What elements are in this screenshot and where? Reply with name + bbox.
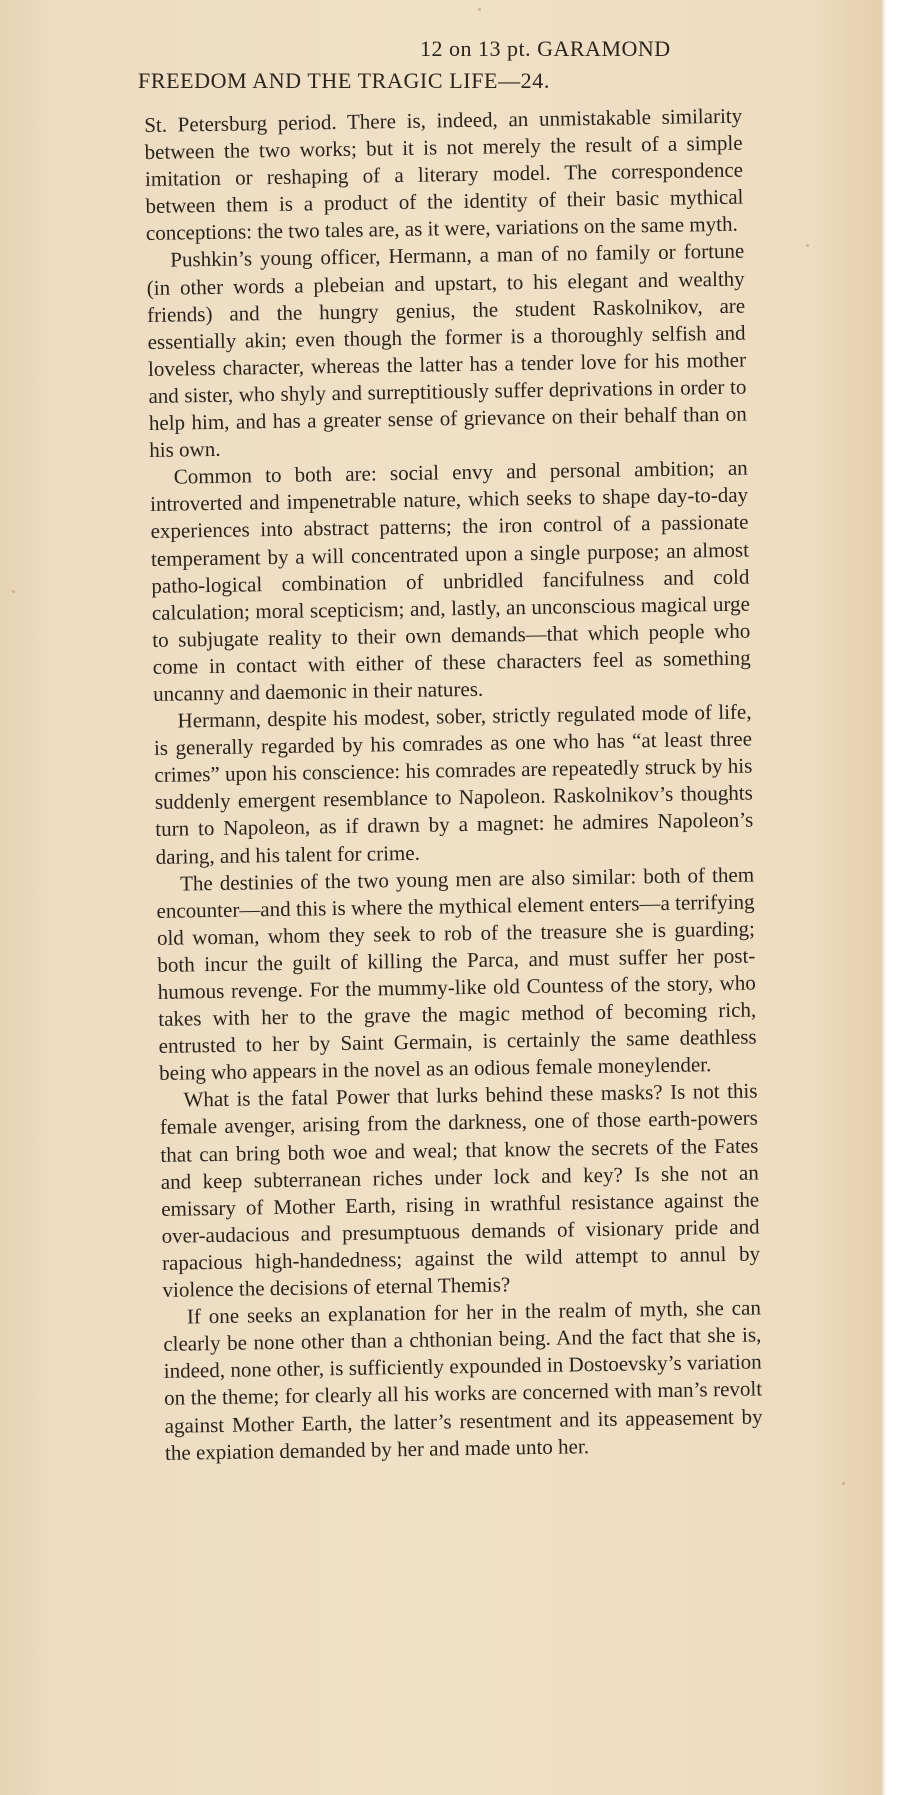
- running-head: FREEDOM AND THE TRAGIC LIFE—24.: [138, 68, 550, 93]
- typesetting-note: 12 on 13 pt. GARAMOND: [420, 36, 671, 61]
- paragraph-5: The destinies of the two young men are also similar: both of them encounter—and this is where the mythical element enters—a terrifying old woman, whom they seek to rob of the treasure she is guarding; both incur the guilt of killing the Parca, and must suffer her post-humous revenge. For the mummy-like old Countess of the story, who takes with her to the grave the magic method of becoming rich, entrusted to her by Saint Germain, is certainly the same deathless being who appears in the novel as an odious female moneylender.: [156, 862, 757, 1086]
- paper-speck: [842, 1482, 845, 1485]
- paragraph-1: St. Petersburg period. There is, indeed, an unmistakable similarity between the two works; but it is not merely the result of a simple imitation or reshaping of a literary model. The correspondence between them is a product of the identity of their basic mythical conceptions: the two tales are, as it were, variations on the same myth.: [144, 103, 744, 246]
- paragraph-3: Common to both are: social envy and personal ambition; an introverted and impenetrable nature, which seeks to shape day-to-day experiences into abstract patterns; the iron control of a passionate temperament by a will concentrated upon a single purpose; an almost patho-logical combination of unbridled fancifulness and cold calculation; moral scepticism; and, lastly, an unconscious magical urge to subjugate reality to their own demands—that which people who come in contact with either of these characters feel as something uncanny and daemonic in their natures.: [149, 455, 751, 706]
- paper-speck: [12, 590, 15, 593]
- paragraph-4: Hermann, despite his modest, sober, strictly regulated mode of life, is generally regarded by his comrades as one who has “at least three crimes” upon his conscience: his comrades are repeatedly struck by his suddenly emergent resemblance to Napoleon. Raskolnikov’s thoughts turn to Napoleon, as if drawn by a magnet: he admires Napoleon’s daring, and his talent for crime.: [153, 699, 754, 869]
- body-text: [144, 103, 763, 1467]
- paper-speck: [806, 244, 809, 247]
- paper-speck: [478, 8, 481, 11]
- paragraph-6: What is the fatal Power that lurks behind these masks? Is not this female avenger, arising from the darkness, one of those earth-powers that can bring both woe and weal; that know the secrets of the Fates and keep subterranean riches under lock and key? Is she not an emissary of Mother Earth, rising in wrathful resistance against the over-audacious and presumptuous demands of visionary pride and rapacious high-handedness; against the wild attempt to annul by violence the decisions of eternal Themis?: [159, 1078, 761, 1302]
- paragraph-7: If one seeks an explanation for her in the realm of myth, she can clearly be none other than a chthonian being. And the fact that she is, indeed, none other, is sufficiently expounded in Dostoevsky’s variation on the theme; for clearly all his works are concerned with man’s revolt against Mother Earth, the latter’s resentment and its appeasement by the expiation demanded by her and made unto her.: [163, 1295, 763, 1465]
- paragraph-2: Pushkin’s young officer, Hermann, a man of no family or fortune (in other words a plebeian and upstart, to his elegant and wealthy friends) and the hungry genius, the student Raskolnikov, are essentially akin; even though the former is a thoroughly selfish and loveless character, whereas the latter has a tender love for his mother and sister, who shyly and surreptitiously suffer deprivations in order to help him, and has a greater sense of grievance on their behalf than on his own.: [146, 239, 748, 463]
